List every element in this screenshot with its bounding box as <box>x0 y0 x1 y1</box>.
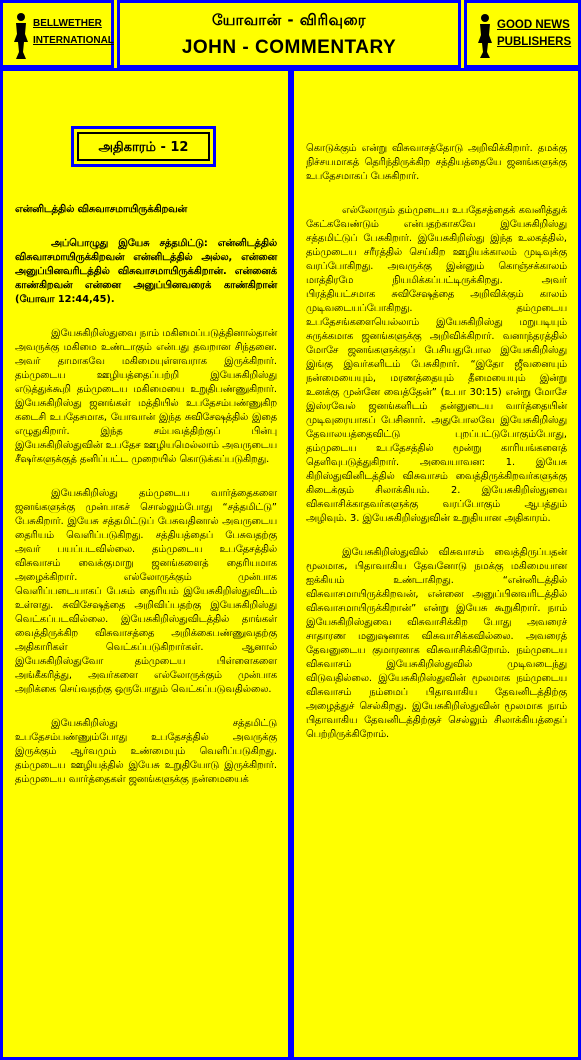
scripture-quote: அப்பொழுது இயேசு சத்தமிட்டு: என்னிடத்தில் விசுவாசமாயிருக்கிறவன் என்னிடத்தில் அல்ல, என்னை அனுப்பினவரிடத்தில் விசுவாசமாயிருக்கிறான். என்னைக் காண்கிறவன் என்னை அனுப்பினவரைக் காண்கிறான் (யோவா 12:44,45). <box>15 238 277 305</box>
title-box <box>117 0 461 68</box>
left-column-text <box>15 203 277 787</box>
left-paragraph-2: இயேசுகிறிஸ்து தம்முடைய வார்த்தைகளை ஜனங்களுக்கு முன்பாகச் சொல்லும்போது “சத்தமிட்டு” பேசுகிறார். இயேசு சத்தமிட்டுப் பேசுவதினால் அவருடைய தைரியம் வெளிப்படுகிறது. சத்தியத்தைப் பேசுவதற்கு அவர் பயப்படவில்லை. தம்முடைய உபதேசத்தில் விசுவாசம் வைக்குமாறு ஜனங்களைத் தைரியமாக அழைக்கிறார். எல்லோருக்கும் முன்பாக வெளிப்படையாகப் பேசும் தைரியம் இயேசுகிறிஸ்துவிடம் உள்ளது. சுவிசேஷத்தை அறிவிப்பதற்கு இயேசுகிறிஸ்து வெட்கப்படவில்லை. இயேசுகிறிஸ்துவிடத்தில் தாங்கள் வைத்திருக்கிற விசுவாசத்தை அறிக்கைபண்ணுவதற்கு அதிகாரிகள் வெட்கப்படுகிறார்கள். ஆனால் இயேசுகிறிஸ்துவோ தம்முடைய பிள்ளைகளை அங்கீகரித்து, அவர்களை எல்லோருக்கும் முன்பாக அறிக்கை செய்வதற்கு ஒருபோதும் வெட்கப்படுவதில்லை. <box>15 488 277 695</box>
section-heading: என்னிடத்தில் விசுவாசமாயிருக்கிறவன் <box>15 204 188 215</box>
bellwether-logo-text: BELLWETHER INTERNATIONAL <box>33 18 114 46</box>
right-paragraph-1: எல்லோரும் தம்முடைய உபதேசத்தைக் கவனித்துக் கேட்கவேண்டும் என்பதற்காகவே இயேசுகிறிஸ்து சத்தமிட்டுப் பேசுகிறார். இயேசுகிறிஸ்து இந்த உலகத்தில், தம்முடைய சரீரத்தில் செய்கிற ஊழியக்காலம் முடிவுக்கு வரப்போகிறது. அவருக்கு இன்னும் கொஞ்சக்காலம் மாத்திரமே நியமிக்கப்பட்டிருக்கிறது. அவர் பிரத்தியட்சமாக சுவிசேஷத்தை அறிவிக்கும் காலம் முடிவடையப்போகிறது. தம்முடைய உபதேசங்களையெல்லாம் இயேசுகிறிஸ்து மறுபடியும் சுருக்கமாக ஜனங்களுக்கு அறிவிக்கிறார். வனாந்தரத்தில் மோசே ஜனங்களுக்குப் பேசியதுபோல இயேசுகிறிஸ்து இங்கு இவர்களிடம் பேசுகிறார். “இதோ ஜீவனையும் நன்மையையும், மரணத்தையும் தீமையையும் இன்று உனக்கு முன்னே வைத்தேன்” (உபா 30:15) என்று மோசே இஸ்ரவேல் ஜனங்களிடம் தன்னுடைய வார்த்தையின் முடிவுரையாகப் பேசினார். அதுபோலவே இயேசுகிறிஸ்து தேவாலயத்தைவிட்டு புறப்பட்டுபோகும்போது, தம்முடைய உபதேசத்தில் மூன்று காரியங்களைத் தெளிவுபடுத்துகிறார். அவையாவன: 1. இயேசு கிறிஸ்துவினிடத்தில் விசுவாசம் வைத்திருக்கிறவர்களுக்கு கிடைக்கும் சிலாக்கியம். 2. இயேசுகிறிஸ்துவை விசுவாசிக்காதவர்களுக்கு வரப்போகும் ஆபத்தும் அழிவும். 3. இயேசுகிறிஸ்துவின் உறுதியான அதிகாரம். <box>306 205 567 524</box>
right-paragraph-2: இயேசுகிறிஸ்துவில் விசுவாசம் வைத்திருப்பதன் மூலமாக, பிதாவாகிய தேவனோடு நமக்கு மகிமையான ஐக்கியம் உண்டாகிறது. “என்னிடத்தில் விசுவாசமாயிருக்கிறவன், என்னை அனுப்பினவரிடத்தில் விசுவாசமாயிருக்கிறான்” என்று இயேசு கூறுகிறார். நாம் இயேசுகிறிஸ்துவை விசுவாசிக்கிற போது அவரைச் சாதாரண மனுஷனாக விசுவாசிக்கவில்லை. அவரைத் தேவனுடைய குமாரனாக விசுவாசிக்கிறோம். நம்முடைய விசுவாசம் இயேசுகிறிஸ்துவில் முடிவடைந்து விடுவதில்லை. இயேசுகிறிஸ்துவின் மூலமாக நம்முடைய விசுவாசம் நம்மைப் பிதாவாகிய தேவனிடத்திற்கு அழைத்துச் செல்கிறது. இயேசுகிறிஸ்துவின் மூலமாக நாம் பிதாவாகிய தேவனிடத்திற்குச் செல்லும் சிலாக்கியத்தைப் பெற்றிருக்கிறோம். <box>306 547 567 740</box>
bellwether-figure-icon <box>11 12 31 60</box>
chapter-box <box>71 126 216 167</box>
right-column <box>291 68 581 1060</box>
good-news-logo-text: GOOD NEWS PUBLISHERS <box>497 19 572 48</box>
left-column <box>0 68 291 1060</box>
title-english: JOHN - COMMENTARY <box>181 37 397 58</box>
right-paragraph-0: கொடுக்கும் என்று விசுவாசத்தோடு அறிவிக்கிறார். தமக்கு நிச்சயமாகத் தெரிந்திருக்கிற சத்தியத்தையே ஜனங்களுக்கு உபதேசமாகப் பேசுகிறார். <box>306 143 567 182</box>
good-news-figure-icon <box>476 13 494 59</box>
left-paragraph-3: இயேசுகிறிஸ்து சத்தமிட்டு உபதேசம்பண்ணும்போது உபதேசத்தில் அவருக்கு இருக்கும் ஆர்வமும் உண்மையும் வெளிப்படுகிறது. தம்முடைய ஊழியத்தில் இயேசு உறுதியோடு இருக்கிறார். தம்முடைய வார்த்தைகள் ஜனங்களுக்கு நன்மையைக் <box>15 718 277 785</box>
bellwether-logo <box>0 0 114 68</box>
left-paragraph-1: இயேசுகிறிஸ்துவை நாம் மகிமைப்படுத்தினால்தான் அவருக்கு மகிமை உண்டாகும் என்பது தவறான சிந்தனை. அவர் தாமாகவே மகிமையுள்ளவராக இருக்கிறார். தம்முடைய ஊழியத்தைப்பற்றி இயேசுகிறிஸ்து எடுத்துக்கூறி தம்முடைய மகிமையை உறுதிபண்ணுகிறார். இயேசுகிறிஸ்து ஜனங்கள் மத்தியில் உபதேசம்பண்ணுகிற கடைசி உபதேசமாக, யோவான் இந்த சுவிசேஷத்தில் இதை எழுதுகிறார். இந்த சம்பவத்திற்குப் பின்பு இயேசுகிறிஸ்துவின் உபதேச ஊழியமெல்லாம் அவருடைய சீஷர்களுக்குத் தனிப்பட்ட முறையில் கொடுக்கப்படுகிறது. <box>15 328 277 465</box>
right-column-text <box>306 142 567 742</box>
header <box>0 0 581 68</box>
title-tamil: யோவான் - விரிவுரை <box>212 11 366 29</box>
chapter-label: அதிகாரம் - 12 <box>77 132 210 161</box>
good-news-logo <box>464 0 581 68</box>
